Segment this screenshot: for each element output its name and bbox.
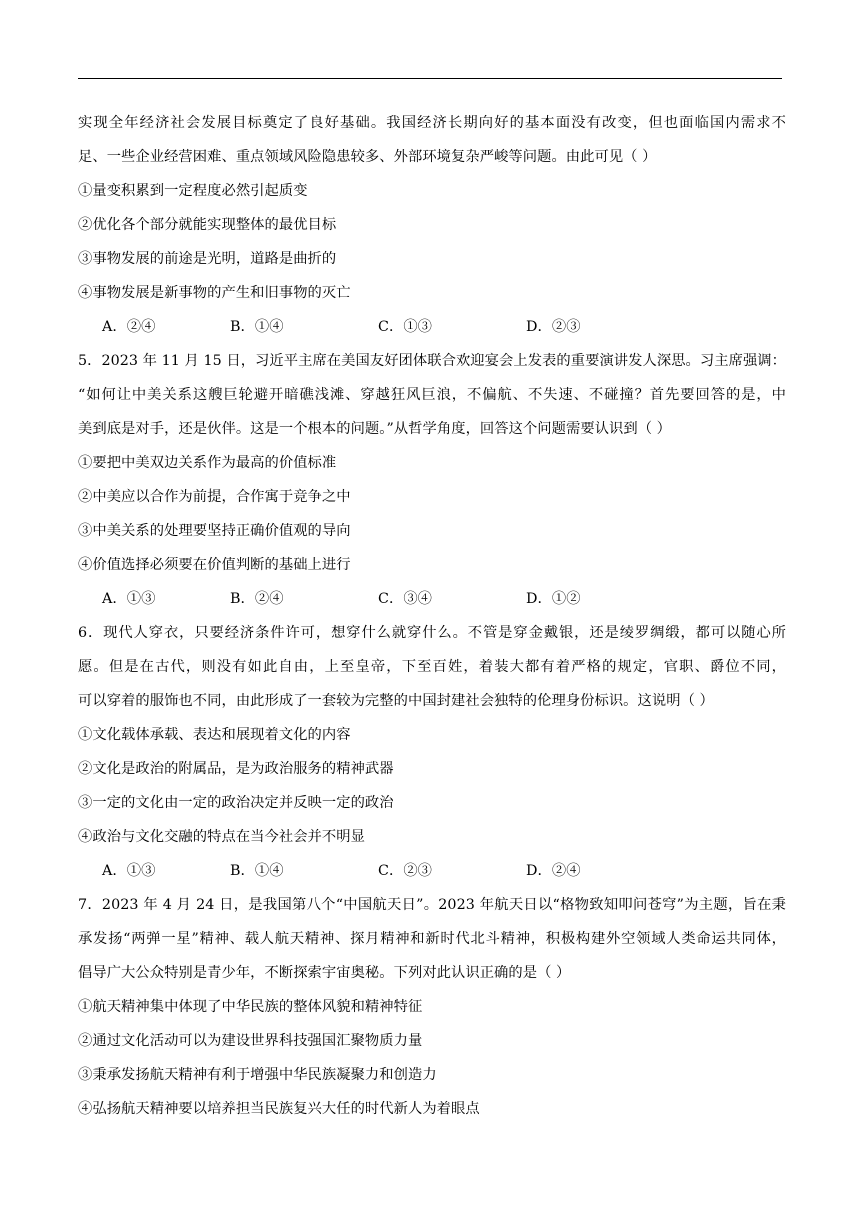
statement-4: ④事物发展是新事物的产生和旧事物的灭亡 [78,285,351,301]
question-4-continued [78,106,786,344]
statement-1: ①量变积累到一定程度必然引起质变 [78,183,308,199]
answer-options [78,310,786,344]
question-text-line: 倡导广大公众特别是青少年，不断探索宇宙奥秘。下列对此认识正确的是（ ） [78,965,571,981]
option-d[interactable]: D．②③ [526,319,581,335]
option-c[interactable]: C．②③ [378,863,433,879]
question-text-line: 足、一些企业经营困难、重点领域风险隐患较多、外部环境复杂严峻等问题。由此可见（ ） [78,149,657,165]
statement-2: ②中美应以合作为前提，合作寓于竞争之中 [78,489,351,505]
header-rule [78,78,782,79]
option-c[interactable]: C．①③ [378,319,433,335]
statement-4: ④政治与文化交融的特点在当今社会并不明显 [78,829,365,845]
statement-2: ②优化各个部分就能实现整体的最优目标 [78,217,337,233]
question-6 [78,616,786,888]
option-b[interactable]: B．②④ [230,591,284,607]
question-text-line: 7．2023 年 4 月 24 日，是我国第八个“中国航天日”。2023 年航天日以“格物致知叩问苍穹”为主题，旨在秉 [78,897,786,913]
question-text-line: “如何让中美关系这艘巨轮避开暗礁浅滩、穿越狂风巨浪，不偏航、不失速、不碰撞？首先要回答的是，中 [78,387,786,403]
statement-2: ②文化是政治的附属品，是为政治服务的精神武器 [78,761,394,777]
statement-3: ③秉承发扬航天精神有利于增强中华民族凝聚力和创造力 [78,1067,437,1083]
statement-3: ③中美关系的处理要坚持正确价值观的导向 [78,523,351,539]
statement-1: ①要把中美双边关系作为最高的价值标准 [78,455,337,471]
option-b[interactable]: B．①④ [230,863,284,879]
statement-4: ④弘扬航天精神要以培养担当民族复兴大任的时代新人为着眼点 [78,1101,480,1117]
option-d[interactable]: D．①② [526,591,581,607]
question-text-line: 6．现代人穿衣，只要经济条件许可，想穿什么就穿什么。不管是穿金戴银，还是绫罗绸缎，都可以随心所 [78,625,786,641]
statement-2: ②通过文化活动可以为建设世界科技强国汇聚物质力量 [78,1033,423,1049]
answer-options [78,582,786,616]
question-text-line: 美到底是对手，还是伙伴。这是一个根本的问题。”从哲学角度，回答这个问题需要认识到（ ） [78,421,672,437]
exam-page-content [78,106,786,1126]
statement-3: ③一定的文化由一定的政治决定并反映一定的政治 [78,795,394,811]
option-b[interactable]: B．①④ [230,319,284,335]
question-text-line: 实现全年经济社会发展目标奠定了良好基础。我国经济长期向好的基本面没有改变，但也面临国内需求不 [78,115,786,131]
question-text-line: 可以穿着的服饰也不同，由此形成了一套较为完整的中国封建社会独特的伦理身份标识。这说明（ ） [78,693,714,709]
statement-4: ④价值选择必须要在价值判断的基础上进行 [78,557,351,573]
option-a[interactable]: A．①③ [102,591,156,607]
statement-3: ③事物发展的前途是光明，道路是曲折的 [78,251,337,267]
option-a[interactable]: A．①③ [102,863,156,879]
question-5 [78,344,786,616]
question-text-line: 愿。但是在古代，则没有如此自由，上至皇帝，下至百姓，着装大都有着严格的规定，官职、爵位不同， [78,659,786,675]
statement-1: ①文化载体承载、表达和展现着文化的内容 [78,727,351,743]
answer-options [78,854,786,888]
question-7 [78,888,786,1126]
option-c[interactable]: C．③④ [378,591,433,607]
statement-1: ①航天精神集中体现了中华民族的整体风貌和精神特征 [78,999,423,1015]
question-text-line: 承发扬“两弹一星”精神、载人航天精神、探月精神和新时代北斗精神，积极构建外空领域人类命运共同体， [78,931,786,947]
question-text-line: 5．2023 年 11 月 15 日，习近平主席在美国友好团体联合欢迎宴会上发表的重要演讲发人深思。习主席强调： [78,353,786,369]
option-d[interactable]: D．②④ [526,863,581,879]
option-a[interactable]: A．②④ [102,319,156,335]
